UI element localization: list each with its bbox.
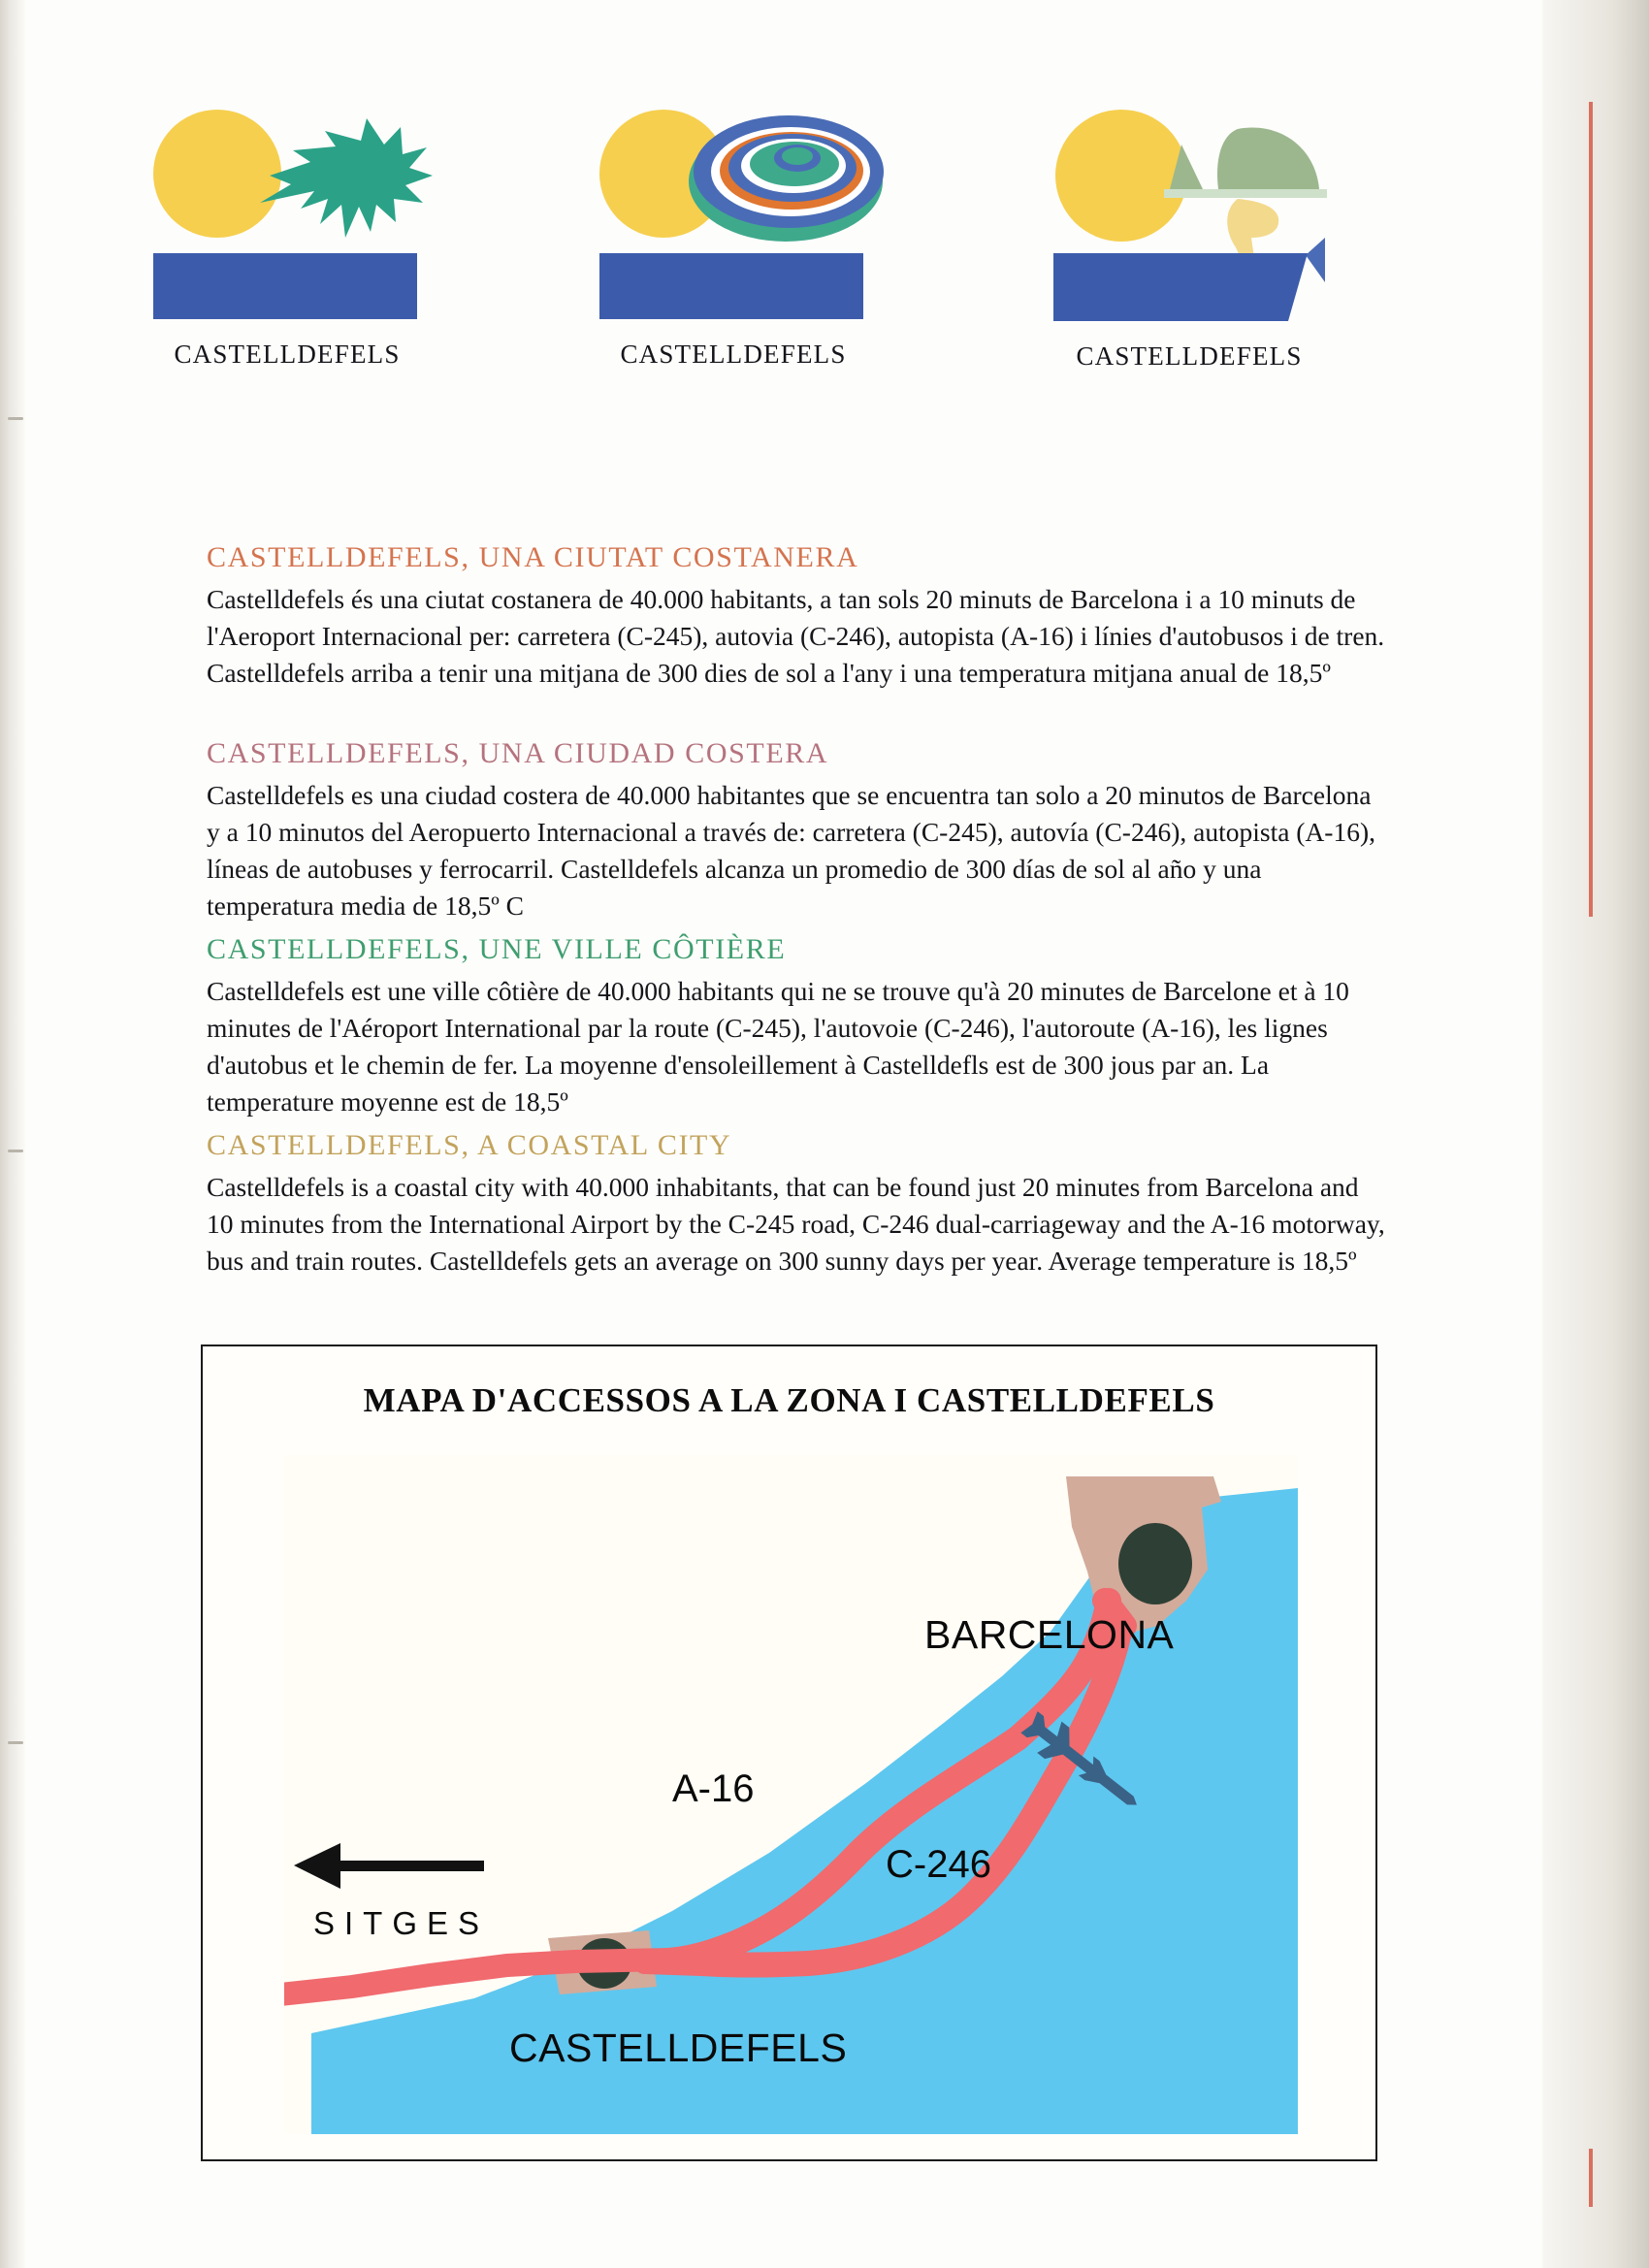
section-body-spanish: Castelldefels es una ciudad costera de 40.000 habitantes que se encuentra tan solo a 20 minutos de Barcelona y a 10 minutos del Aeropuerto Internacional a través de: carretera (C-245), autovía (C-246), autopista (A-16), líneas de autobuses y ferrocarril. Castelldefels alcanza un promedio de 300 días de sol al año y una temperatura media de 18,5º C (207, 780, 1375, 921)
logo-sun-palm (146, 102, 446, 393)
logo-row (146, 102, 1397, 393)
right-page-gutter (1542, 0, 1649, 2268)
map-title: MAPA D'ACCESSOS A LA ZONA I CASTELLDEFELS (363, 1381, 1215, 1419)
barcelona-marker (1118, 1523, 1192, 1604)
section-title-french: CASTELLDEFELS, UNE VILLE CÔTIÈRE (207, 933, 787, 965)
sea-bar (599, 253, 863, 319)
logo-wordmark: CASTELLDEFELS (1076, 341, 1303, 371)
map-label-c246: C-246 (886, 1843, 991, 1886)
map-label-sitges: SITGES (313, 1905, 490, 1941)
map-label-barcelona: BARCELONA (924, 1612, 1175, 1657)
map-label-a16: A-16 (672, 1767, 755, 1810)
margin-rule-top (1589, 102, 1593, 917)
binding-mark-3 (8, 1741, 23, 1744)
binding-mark-1 (8, 417, 23, 420)
sea-bar (153, 253, 417, 319)
road-junction-castelldefels (645, 1961, 701, 1963)
section-body-english: Castelldefels is a coastal city with 40.000 inhabitants, that can be found just 20 minutes from Barcelona and 10 minutes from the International Airport by the C-245 road, C-246 dual-carriageway and the A-16 motorway, bus and train routes. Castelldefels gets an average on 300 sunny days per year. Average temperature is 18,5º (207, 1172, 1385, 1276)
section-body-french: Castelldefels est une ville côtière de 40.000 habitants qui ne se trouve qu'à 20 minutes de Barcelone et à 10 minutes de l'Aéroport International par la route (C-245), l'autovoie (C-246), l'autoroute (A-16), les lignes d'autobus et le chemin de fer. La moyenne d'ensoleillement à Castelldefls est de 300 jous par an. La temperature moyenne est de 18,5º (207, 976, 1349, 1117)
section-title-catalan: CASTELLDEFELS, UNA CIUTAT COSTANERA (207, 541, 859, 573)
section-english (207, 1129, 1385, 1280)
logo-sun-parasol (592, 102, 892, 393)
section-body-catalan: Castelldefels és una ciutat costanera de 40.000 habitants, a tan sols 20 minuts de Barcelona i a 10 minuts de l'Aeroport Internacional per: carretera (C-245), autovia (C-246), autopista (A-16) i línies d'autobusos i de tren. Castelldefels arriba a tenir una mitjana de 300 dies de sol a l'any i una temperatura mitjana anual de 18,5º (207, 584, 1385, 688)
section-title-english: CASTELLDEFELS, A COASTAL CITY (207, 1129, 732, 1161)
access-map (201, 1345, 1377, 2161)
binding-mark-2 (8, 1150, 23, 1152)
section-french (207, 933, 1385, 1120)
section-spanish (207, 737, 1385, 924)
sea-bar-skewed (1048, 249, 1348, 356)
logo-sun-cloche (1048, 102, 1348, 393)
section-catalan (207, 541, 1385, 692)
map-label-castelldefels: CASTELLDEFELS (509, 2025, 848, 2070)
margin-rule-bottom (1589, 2149, 1593, 2207)
logo-wordmark: CASTELLDEFELS (620, 340, 847, 369)
logo-wordmark: CASTELLDEFELS (174, 340, 401, 369)
map-canvas (284, 1455, 1298, 2134)
section-title-spanish: CASTELLDEFELS, UNA CIUDAD COSTERA (207, 737, 829, 769)
left-page-edge (0, 0, 25, 2268)
